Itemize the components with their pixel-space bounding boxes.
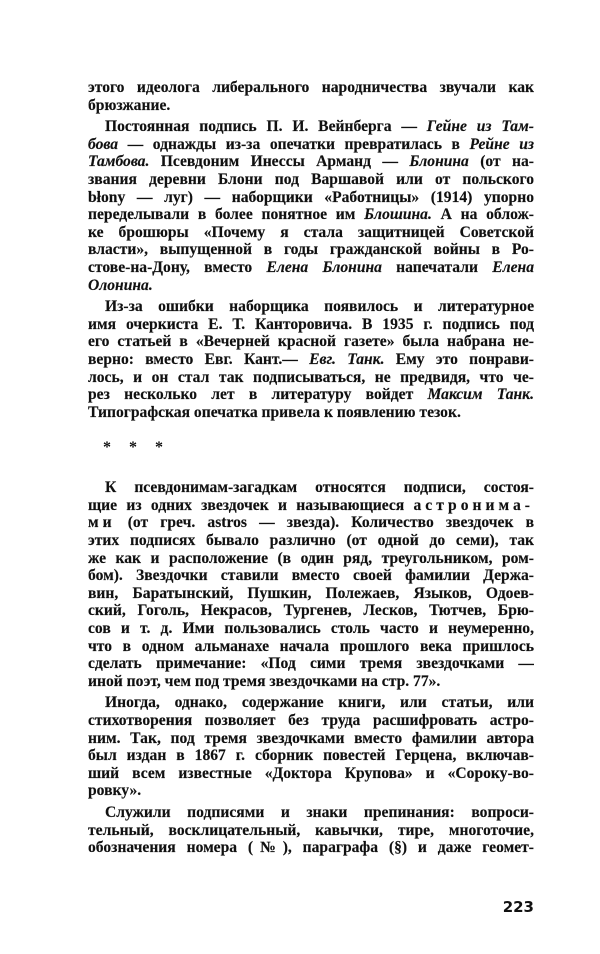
text-line — [88, 532, 534, 550]
text-line — [88, 386, 534, 404]
page-body — [88, 79, 534, 857]
italic-text: Блошина. — [364, 206, 432, 224]
text-line — [88, 277, 534, 295]
italic-text: Елена Блонина — [266, 258, 382, 276]
text-segment: ровку». — [88, 782, 142, 800]
text-line — [88, 206, 534, 224]
text-segment: Типографская опечатка привела к появлению тезок. — [88, 403, 461, 421]
italic-text: Максим Танк. — [427, 386, 534, 404]
text-line — [88, 839, 534, 857]
text-line — [88, 765, 534, 783]
text-segment: ский, Гоголь, Некрасов, Тургенев, Лесков, Тютчев, Брю- — [88, 602, 534, 620]
text-line — [88, 136, 534, 154]
page-number: 223 — [502, 898, 534, 916]
italic-text: Евг. Танк. — [309, 350, 385, 368]
text-line — [88, 804, 534, 822]
text-segment: А на облож- — [431, 206, 534, 224]
text-segment: что в одном альманахе начала прошлого века пришлось — [88, 637, 534, 655]
text-segment: (от греч. astros — звезда). Количество звездочек в — [115, 514, 534, 532]
italic-text: Елена — [492, 258, 534, 276]
text-line — [88, 567, 534, 585]
text-segment: переделывали в более понятное им — [88, 206, 365, 224]
text-segment: сделать примечание: «Под сими тремя звездочками — — [88, 655, 534, 673]
text-segment: лось, и он стал так подписываться, не предвидя, что че- — [88, 368, 534, 386]
text-segment: стове-на-Дону, вместо — [88, 258, 267, 276]
text-line — [88, 638, 534, 656]
text-line — [88, 655, 534, 673]
spaced-text: ми — [88, 514, 116, 532]
text-segment: К псевдонимам-загадкам относятся подписи, состоя- — [105, 479, 534, 497]
text-segment: вин, Баратынский, Пушкин, Полежаев, Языков, Одоев- — [88, 584, 534, 602]
text-line — [88, 153, 534, 171]
text-line — [88, 79, 534, 97]
text-line — [88, 602, 534, 620]
text-segment: иной поэт, чем под тремя звездочками на стр. 77». — [88, 672, 441, 690]
text-segment: обозначения номера (№), параграфа (§) и даже геомет- — [88, 839, 534, 857]
text-segment: Иногда, однако, содержание книги, или статьи, или — [105, 694, 534, 712]
text-segment: ший всем известные «Доктора Крупова» и «Сороку-во- — [88, 764, 534, 782]
text-line — [88, 620, 534, 638]
text-line — [88, 404, 534, 422]
text-line — [88, 822, 534, 840]
text-line — [88, 351, 534, 369]
text-line — [88, 189, 534, 207]
text-line — [88, 673, 534, 691]
text-line — [88, 497, 534, 515]
italic-text: Гейне из Там- — [426, 118, 534, 136]
text-line — [88, 747, 534, 765]
text-line — [88, 585, 534, 603]
section-break: * * * — [103, 439, 163, 457]
text-line — [88, 712, 534, 730]
text-segment: тельный, восклицательный, кавычки, тире, многоточие, — [88, 821, 534, 839]
text-segment: власти», выпущенной в годы гражданской войны в Ро- — [88, 241, 534, 259]
text-segment: этого идеолога либерального народничества звучали как — [88, 79, 534, 96]
text-line — [88, 550, 534, 568]
italic-text: Блонина — [409, 153, 469, 171]
text-line — [88, 479, 534, 497]
text-segment: его статьей в «Вечерней красной газете» была набрана не- — [88, 333, 534, 351]
text-line — [88, 333, 534, 351]
text-segment: щие из одних звездочек и называющиеся — [88, 496, 414, 514]
text-segment: верно: вместо Евг. Кант.— — [88, 350, 310, 368]
paragraph-kantorovich — [88, 298, 534, 421]
text-line — [88, 514, 534, 532]
text-line — [88, 369, 534, 387]
text-segment: был издан в 1867 г. сборник повестей Герцена, включав- — [88, 747, 534, 765]
paragraph-herzen — [88, 694, 534, 800]
text-line — [88, 224, 534, 242]
text-line — [88, 298, 534, 316]
text-segment: напечатали — [381, 258, 493, 276]
italic-text: Рейне из — [469, 135, 534, 153]
spaced-text: астронима- — [413, 496, 534, 514]
text-segment: бом). Звездочки ставили вместо своей фамилии Держа- — [88, 567, 534, 585]
paragraph-continuation — [88, 79, 534, 114]
text-segment: (от на- — [468, 153, 534, 171]
text-segment: этих подписях бывало различно (от одной до семи), так — [88, 532, 534, 550]
text-line — [88, 118, 534, 136]
italic-text: Тамбова. — [88, 153, 150, 171]
text-segment: Постоянная подпись П. И. Вейнберга — — [105, 118, 427, 136]
text-segment: Псевдоним Инессы Арманд — — [149, 153, 410, 171]
text-segment: ке брошюры «Почему я стала защитницей Советской — [88, 223, 534, 241]
text-segment: Из-за ошибки наборщика появилось и литературное — [105, 298, 534, 316]
paragraph-astronyms — [88, 479, 534, 690]
text-segment: сов и т. д. Ими пользовались столь часто и неумеренно, — [88, 620, 534, 638]
text-segment: стихотворения позволяет без труда расшифровать астро- — [88, 712, 534, 729]
text-line — [88, 694, 534, 712]
text-segment: ним. Так, под тремя звездочками вместо фамилии автора — [88, 729, 534, 747]
text-segment: Служили подписями и знаки препинания: вопроси- — [105, 803, 534, 821]
text-segment: имя очеркиста Е. Т. Канторовича. В 1935 г. подпись под — [88, 315, 534, 333]
text-line — [88, 316, 534, 334]
paragraph-punctuation — [88, 804, 534, 857]
text-line — [88, 782, 534, 800]
text-segment: звания деревни Блони под Варшавой или от польского — [88, 170, 534, 188]
paragraph-weinberg — [88, 118, 534, 294]
text-segment: рез несколько лет в литературу войдет — [88, 386, 428, 404]
text-line — [88, 259, 534, 277]
text-line — [88, 171, 534, 189]
text-segment: же как и расположение (в один ряд, треугольником, ром- — [88, 549, 534, 567]
italic-text: бова — [88, 135, 119, 153]
italic-text: Олонина. — [88, 276, 153, 294]
text-line — [88, 730, 534, 748]
text-segment: Ему это понрави- — [384, 350, 534, 368]
text-line — [88, 241, 534, 259]
text-segment: błony — луг) — наборщики «Работницы» (1914) упорно — [88, 188, 534, 206]
text-segment: — однажды из-за опечатки превратилась в — [118, 135, 470, 153]
text-segment: брюзжание. — [88, 96, 171, 114]
text-line — [88, 97, 534, 115]
